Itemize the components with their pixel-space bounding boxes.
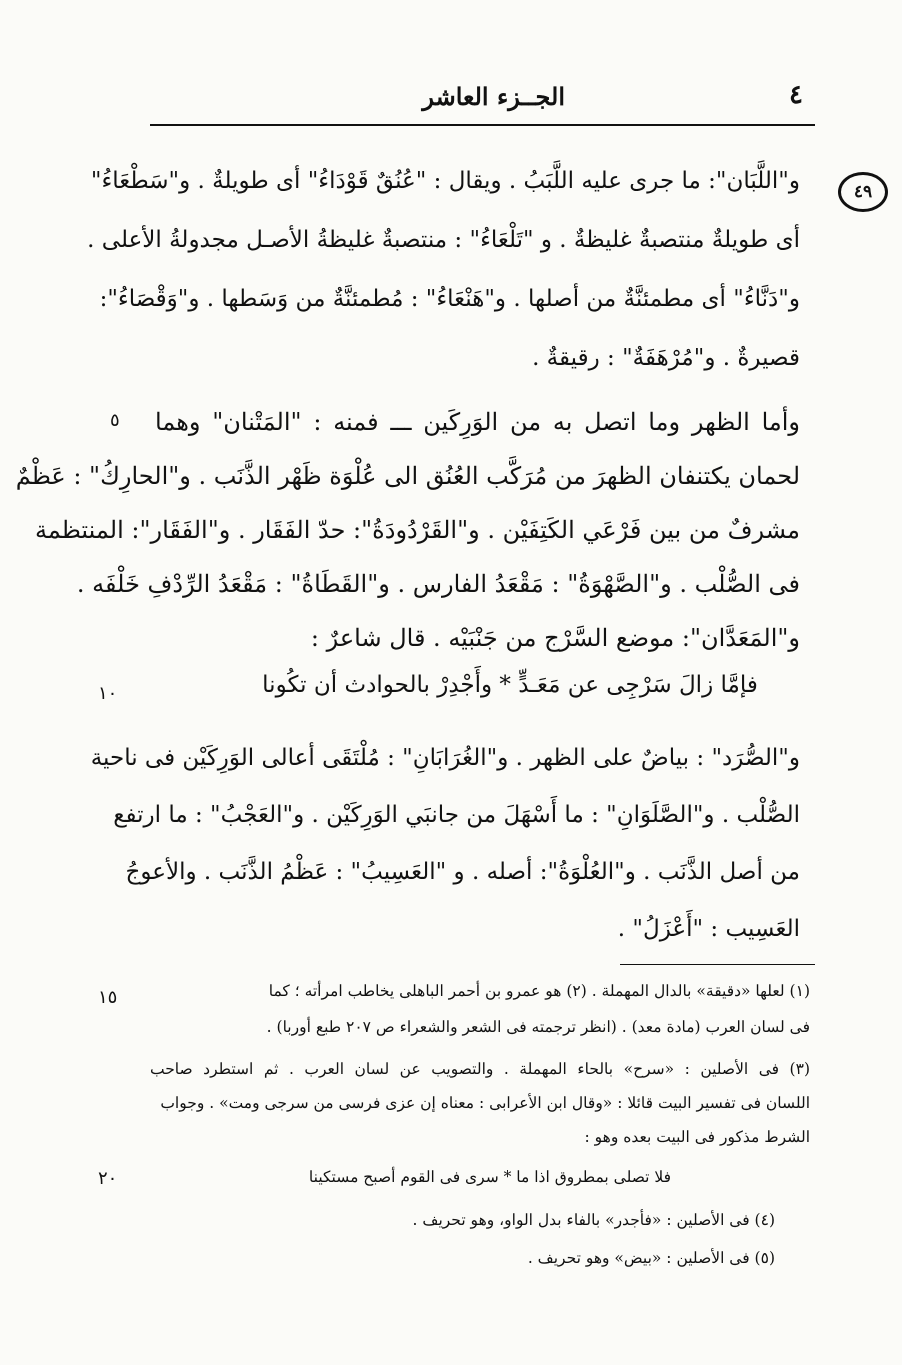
line-number: ٢٠	[98, 1168, 118, 1189]
footnote-separator	[620, 964, 815, 965]
footnote-line: اللسان فى تفسير البيت قائلا : «وقال ابن الأعرابى : معناه إن عزى فرسى من سرجى ومت» . وجواب	[160, 1094, 810, 1112]
text-line: و"دَنَّاءُ" أى مطمئنَّةٌ من أصلها . و"هَنْعَاءُ" : مُطمئنَّةٌ من وَسَطها . و"وَقْصَاءُ":	[99, 286, 800, 312]
line-number: ١٥	[98, 987, 118, 1008]
header-rule	[150, 124, 815, 126]
footnote-line: (٤) فى الأصلين : «فأجدر» بالفاء بدل الواو، وهو تحريف .	[412, 1211, 775, 1229]
body-paragraph-3	[90, 730, 800, 958]
text-line: العَسِيب : "أَعْزَلُ" .	[617, 916, 800, 942]
text-line: و"الصُّرَد" : بياضٌ على الظهر . و"الغُرَابَانِ" : مُلْتَقَى أعالى الوَرِكَيْن فى ناحية	[90, 745, 800, 771]
text-line: قصيرةٌ . و"مُرْهَفَةٌ" : رقيقةٌ .	[532, 345, 800, 371]
poetry-verse: فإمَّا زالَ سَرْجِى عن مَعَـدٍّ * وأَجْدِرْ بالحوادث أن تكُونا	[262, 672, 758, 698]
text-line: الصُّلْب . و"الصَّلَوَانِ" : ما أَسْهَلَ من جانبَي الوَرِكَيْن . و"العَجْبُ" : ما ارتفع	[113, 802, 800, 828]
footnote-line: (٣) فى الأصلين : «سرح» بالحاء المهملة . والتصويب عن لسان العرب . ثم استطرد صاحب	[150, 1060, 810, 1078]
text-line: و"المَعَدَّان": موضع السَّرْج من جَنْبَيْه . قال شاعرٌ :	[310, 624, 800, 652]
body-paragraph-1	[87, 152, 800, 388]
text-line: لحمان يكتنفان الظهرَ من مُرَكَّب العُنُق الى عُلْوَة ظَهْر الذَّنَب . و"الحارِكُ" : عَظْمٌ	[15, 462, 800, 490]
text-line: من أصل الذَّنَب . و"العُلْوَةُ": أصله . و "العَسِيبُ" : عَظْمُ الذَّنَب . والأعوجُ	[125, 859, 800, 885]
line-number: ١٠	[98, 683, 118, 704]
margin-page-marker: ٤٩	[838, 172, 888, 212]
footnote-line: (٥) فى الأصلين : «بيض» وهو تحريف .	[527, 1249, 775, 1267]
text-line: وأما الظهر وما اتصل به من الوَرِكَين ـــ فمنه : "المَتْنان" وهما	[155, 408, 800, 436]
page-header	[150, 78, 815, 118]
text-line: أى طويلةٌ منتصبةٌ غليظةٌ . و "تَلْعَاءُ" : منتصبةٌ غليظةُ الأصـل مجدولةُ الأعلى .	[87, 227, 800, 253]
page-number: ٤	[789, 80, 803, 110]
footnote-line: فى لسان العرب (مادة معد) . (انظر ترجمته فى الشعر والشعراء ص ٢٠٧ طبع أوربا) .	[266, 1018, 810, 1036]
footnote-verse: فلا تصلى بمطروق اذا ما * سرى فى القوم أصبح مستكينا	[308, 1168, 672, 1186]
text-line: و"اللَّبَان": ما جرى عليه اللَّبَبُ . ويقال : "عُنُقٌ قَوْدَاءُ" أى طويلةٌ . و"سَطْعَاءُ"	[90, 168, 800, 194]
footnote-line: (١) لعلها «دقيقة» بالدال المهملة . (٢) هو عمرو بن أحمر الباهلى يخاطب امرأته ؛ كما	[268, 982, 810, 1000]
line-number: ٥	[110, 410, 120, 431]
body-paragraph-2	[15, 395, 800, 665]
text-line: فى الصُّلْب . و"الصَّهْوَةُ" : مَقْعَدُ الفارس . و"القَطَاةُ" : مَقْعَدُ الرِّدْفِ خَلْفَه .	[76, 570, 800, 598]
footnote-line: الشرط مذكور فى البيت بعده وهو :	[584, 1128, 810, 1146]
page-title: الجــزء العاشر	[422, 82, 565, 111]
text-line: مشرفٌ من بين فَرْعَي الكَتِفَيْن . و"القَرْدُودَةُ": حدّ الفَقَار . و"الفَقَار": المنتظمة	[35, 516, 800, 544]
